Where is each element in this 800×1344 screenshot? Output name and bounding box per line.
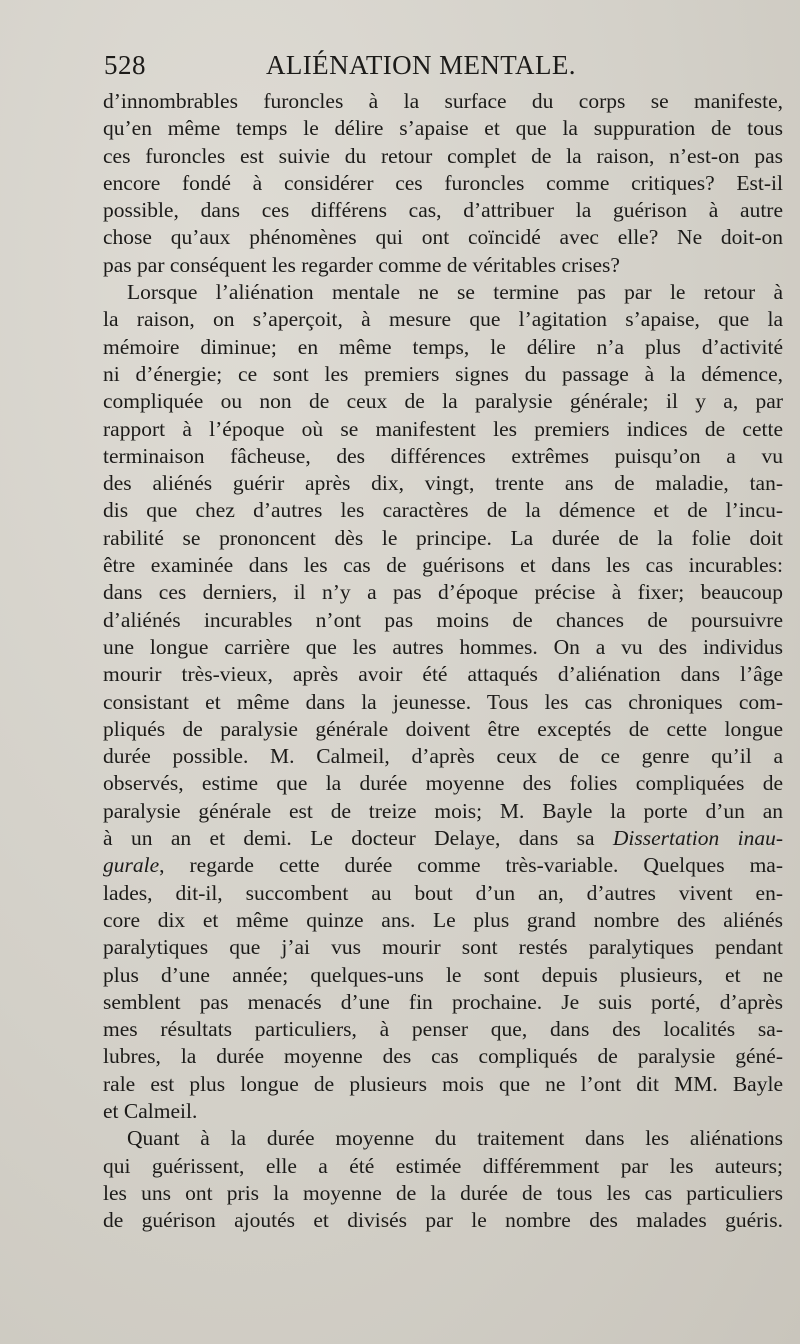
line-text: de guérison ajoutés et divisés par le nombre des malades guéris.	[103, 1208, 783, 1233]
text-line	[103, 770, 783, 797]
line-text: Lorsque l’aliénation mentale ne se termine pas par le retour à	[127, 280, 783, 305]
text-line	[103, 1153, 783, 1180]
text-line	[103, 852, 783, 879]
text-line	[103, 552, 783, 579]
line-text: compliquée ou non de ceux de la paralysie générale; il y a, par	[103, 389, 783, 414]
text-line	[103, 470, 783, 497]
line-text: être examinée dans les cas de guérisons et dans les cas incurables:	[103, 553, 783, 578]
text-line	[103, 443, 783, 470]
italic-title: gurale	[103, 853, 160, 878]
line-text: possible, dans ces différens cas, d’attribuer la guérison à autre	[103, 198, 783, 223]
text-line	[103, 416, 783, 443]
line-text: et Calmeil.	[103, 1098, 198, 1123]
line-text: ces furoncles est suivie du retour complet de la raison, n’est-on pas	[103, 143, 783, 168]
line-text: chose qu’aux phénomènes qui ont coïncidé avec elle? Ne doit-on	[103, 225, 783, 250]
line-text: qui guérissent, elle a été estimée différemment par les auteurs;	[103, 1153, 783, 1178]
line-text: la raison, on s’aperçoit, à mesure que l’agitation s’apaise, que la	[103, 307, 783, 332]
line-text: rapport à l’époque où se manifestent les premiers indices de cette	[103, 416, 783, 441]
page-header	[104, 50, 584, 90]
line-text: rabilité se prononcent dès le principe. La durée de la folie doit	[103, 525, 783, 550]
line-text: terminaison fâcheuse, des différences extrêmes puisqu’on a vu	[103, 443, 783, 468]
text-line	[103, 825, 783, 852]
line-text: des aliénés guérir après dix, vingt, trente ans de maladie, tan-	[103, 471, 783, 496]
text-line	[103, 989, 783, 1016]
line-text: rale est plus longue de plusieurs mois que ne l’ont dit MM. Bayle	[103, 1071, 783, 1096]
text-line	[103, 962, 783, 989]
text-line	[103, 1071, 783, 1098]
text-line	[103, 306, 783, 333]
text-line	[103, 1043, 783, 1070]
text-line	[103, 880, 783, 907]
page-number: 528	[104, 50, 146, 80]
text-line	[103, 1098, 783, 1125]
text-line	[103, 1016, 783, 1043]
text-line	[103, 143, 783, 170]
line-text: mes résultats particuliers, à penser que, dans des localités sa-	[103, 1017, 783, 1042]
text-line	[103, 1207, 783, 1234]
text-line	[103, 798, 783, 825]
line-text: plus d’une année; quelques-uns le sont depuis plusieurs, et ne	[103, 962, 783, 987]
text-line	[103, 661, 783, 688]
line-text: dis que chez d’autres les caractères de la démence et de l’incu-	[103, 498, 783, 523]
text-line	[103, 170, 783, 197]
line-text: Quant à la durée moyenne du traitement dans les aliénations	[127, 1126, 783, 1151]
line-text: une longue carrière que les autres hommes. On a vu des individus	[103, 634, 783, 659]
line-text: qu’en même temps le délire s’apaise et que la suppuration de tous	[103, 116, 783, 141]
text-line	[103, 497, 783, 524]
line-text: d’innombrables furoncles à la surface du corps se manifeste,	[103, 89, 783, 113]
text-line	[103, 224, 783, 251]
running-title: ALIÉNATION MENTALE.	[266, 50, 576, 80]
line-text: pliqués de paralysie générale doivent être exceptés de cette longue	[103, 716, 783, 741]
text-line	[103, 634, 783, 661]
text-line	[103, 1125, 783, 1152]
line-text: lubres, la durée moyenne des cas compliqués de paralysie géné-	[103, 1044, 783, 1069]
text-line	[103, 579, 783, 606]
line-text: mémoire diminue; en même temps, le délire n’a plus d’activité	[103, 334, 783, 359]
line-text: les uns ont pris la moyenne de la durée de tous les cas particuliers	[103, 1180, 783, 1205]
line-text: ni d’énergie; ce sont les premiers signes du passage à la démence,	[103, 361, 783, 386]
line-text: pas par conséquent les regarder comme de véritables crises?	[103, 252, 620, 277]
line-text: à un an et demi. Le docteur Delaye, dans sa	[103, 826, 613, 851]
text-line	[103, 716, 783, 743]
line-text: dans ces derniers, il n’y a pas d’époque précise à fixer; beaucoup	[103, 580, 783, 605]
line-text: , regarde cette durée comme très-variable. Quelques ma-	[159, 853, 783, 878]
line-text: mourir très-vieux, après avoir été attaqués d’aliénation dans l’âge	[103, 662, 783, 687]
text-line	[103, 334, 783, 361]
line-text: semblent pas menacés d’une fin prochaine. Je suis porté, d’après	[103, 989, 783, 1014]
line-text: encore fondé à considérer ces furoncles comme critiques? Est-il	[103, 170, 783, 195]
body-text	[103, 88, 783, 1234]
text-line	[103, 252, 783, 279]
line-text: core dix et même quinze ans. Le plus grand nombre des aliénés	[103, 907, 783, 932]
text-line	[103, 388, 783, 415]
text-line	[103, 279, 783, 306]
text-line	[103, 1180, 783, 1207]
line-text: d’aliénés incurables n’ont pas moins de chances de poursuivre	[103, 607, 783, 632]
line-text: observés, estime que la durée moyenne des folies compliquées de	[103, 771, 783, 796]
line-text: lades, dit-il, succombent au bout d’un an, d’autres vivent en-	[103, 880, 783, 905]
text-line	[103, 361, 783, 388]
text-line	[103, 743, 783, 770]
line-text: consistant et même dans la jeunesse. Tous les cas chroniques com-	[103, 689, 783, 714]
text-line	[103, 934, 783, 961]
italic-title: Dissertation inau-	[612, 826, 783, 851]
text-line	[103, 88, 783, 115]
line-text: paralysie générale est de treize mois; M. Bayle la porte d’un an	[103, 798, 783, 823]
text-line	[103, 197, 783, 224]
line-text: durée possible. M. Calmeil, d’après ceux de ce genre qu’il a	[103, 744, 783, 769]
text-line	[103, 907, 783, 934]
line-text: paralytiques que j’ai vus mourir sont restés paralytiques pendant	[103, 935, 783, 960]
text-line	[103, 115, 783, 142]
text-line	[103, 689, 783, 716]
text-line	[103, 607, 783, 634]
text-line	[103, 525, 783, 552]
